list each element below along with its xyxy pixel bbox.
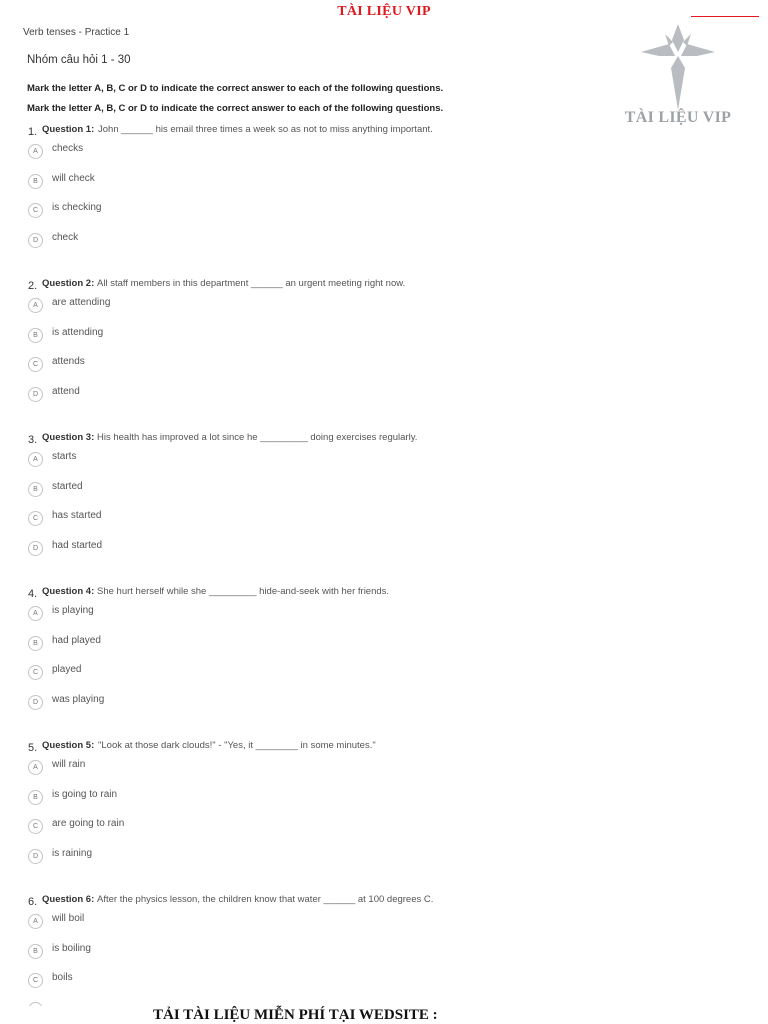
option-letter-badge: A bbox=[28, 914, 43, 929]
option-letter-badge bbox=[28, 1002, 43, 1006]
option-a[interactable] bbox=[28, 604, 708, 634]
option-letter-badge: C bbox=[28, 665, 43, 680]
question-label: Question 4: bbox=[42, 586, 95, 597]
option-text: is going to rain bbox=[52, 788, 118, 800]
question-number: 5. bbox=[28, 742, 38, 754]
question-header bbox=[28, 122, 708, 142]
option-b[interactable] bbox=[28, 480, 708, 510]
question-1 bbox=[28, 122, 708, 261]
options-list bbox=[28, 142, 708, 261]
question-number: 3. bbox=[28, 434, 38, 446]
option-a[interactable] bbox=[28, 912, 708, 942]
question-number: 2. bbox=[28, 280, 38, 292]
option-letter-badge: B bbox=[28, 174, 43, 189]
instruction-2: Mark the letter A, B, C or D to indicate the correct answer to each of the following questions. bbox=[27, 103, 444, 114]
option-letter-badge: B bbox=[28, 482, 43, 497]
option-text: is playing bbox=[52, 605, 94, 616]
option-c[interactable] bbox=[28, 817, 708, 847]
question-header bbox=[28, 430, 708, 450]
option-d[interactable] bbox=[28, 847, 708, 877]
question-3 bbox=[28, 430, 708, 569]
group-title: Nhóm câu hỏi 1 - 30 bbox=[27, 54, 131, 66]
option-c[interactable] bbox=[28, 355, 708, 385]
option-text: are attending bbox=[52, 297, 111, 308]
option-c[interactable] bbox=[28, 201, 708, 231]
question-5 bbox=[28, 738, 708, 877]
options-list bbox=[28, 450, 708, 569]
question-number: 1. bbox=[28, 126, 38, 138]
option-b[interactable] bbox=[28, 172, 708, 202]
option-text: is boiling bbox=[52, 942, 91, 954]
question-text: His health has improved a lot since he _________ doing exercises regularly. bbox=[97, 432, 418, 443]
option-letter-badge: C bbox=[28, 511, 43, 526]
question-label: Question 1: bbox=[42, 124, 95, 135]
options-list bbox=[28, 758, 708, 877]
option-text: has started bbox=[52, 510, 102, 522]
options-list bbox=[28, 912, 708, 1001]
option-c[interactable] bbox=[28, 971, 708, 1001]
option-letter-badge: A bbox=[28, 452, 43, 467]
option-text: played bbox=[52, 664, 82, 676]
option-text: will rain bbox=[52, 759, 86, 770]
question-label: Question 2: bbox=[42, 278, 95, 289]
option-text: checks bbox=[52, 143, 84, 154]
option-letter-badge: A bbox=[28, 606, 43, 621]
question-text: All staff members in this department ______ an urgent meeting right now. bbox=[97, 278, 406, 289]
option-d[interactable] bbox=[28, 385, 708, 415]
question-label: Question 3: bbox=[42, 432, 95, 443]
option-letter-badge: D bbox=[28, 233, 43, 248]
question-number: 4. bbox=[28, 588, 38, 600]
option-d[interactable] bbox=[28, 539, 708, 569]
question-text: She hurt herself while she _________ hide-and-seek with her friends. bbox=[97, 586, 390, 597]
question-label: Question 5: bbox=[42, 740, 95, 751]
option-letter-badge: B bbox=[28, 944, 43, 959]
option-b[interactable] bbox=[28, 326, 708, 356]
option-text: attends bbox=[52, 356, 85, 368]
red-rule bbox=[691, 16, 759, 17]
option-text: had played bbox=[52, 634, 101, 646]
option-letter-badge: A bbox=[28, 760, 43, 775]
options-list bbox=[28, 296, 708, 415]
option-c[interactable] bbox=[28, 509, 708, 539]
question-text: After the physics lesson, the children know that water ______ at 100 degrees C. bbox=[97, 894, 434, 905]
option-text: will check bbox=[52, 172, 95, 184]
option-letter-badge: D bbox=[28, 387, 43, 402]
question-4 bbox=[28, 584, 708, 723]
option-text: had started bbox=[52, 540, 103, 552]
option-b[interactable] bbox=[28, 942, 708, 972]
options-list bbox=[28, 604, 708, 723]
option-letter-badge: A bbox=[28, 298, 43, 313]
option-a[interactable] bbox=[28, 142, 708, 172]
option-d[interactable] bbox=[28, 693, 708, 723]
question-text: "Look at those dark clouds!" - "Yes, it ________ in some minutes." bbox=[98, 740, 376, 751]
top-brand-title: TÀI LIỆU VIP bbox=[337, 4, 431, 19]
option-text: is raining bbox=[52, 848, 93, 860]
footer-download-text: TẢI TÀI LIỆU MIỄN PHÍ TẠI WEDSITE : bbox=[153, 1007, 438, 1023]
option-letter-badge: D bbox=[28, 541, 43, 556]
option-text: was playing bbox=[52, 694, 105, 706]
option-d[interactable] bbox=[28, 231, 708, 261]
option-letter-badge: C bbox=[28, 203, 43, 218]
option-text: are going to rain bbox=[52, 818, 125, 830]
option-text: is checking bbox=[52, 202, 102, 214]
option-letter-badge: B bbox=[28, 636, 43, 651]
question-header bbox=[28, 892, 708, 912]
option-text: is attending bbox=[52, 326, 104, 338]
option-letter-badge: C bbox=[28, 973, 43, 988]
option-text: check bbox=[52, 232, 79, 244]
question-text: John ______ his email three times a week so as not to miss anything important. bbox=[98, 124, 433, 135]
subject-title: Verb tenses - Practice 1 bbox=[23, 27, 130, 38]
option-b[interactable] bbox=[28, 634, 708, 664]
option-a[interactable] bbox=[28, 450, 708, 480]
cutoff-option bbox=[28, 998, 88, 1006]
option-text: attend bbox=[52, 386, 80, 398]
instruction-1: Mark the letter A, B, C or D to indicate the correct answer to each of the following questions. bbox=[27, 83, 444, 94]
question-header bbox=[28, 276, 708, 296]
option-letter-badge: A bbox=[28, 144, 43, 159]
option-text: will boil bbox=[52, 913, 85, 924]
watermark bbox=[608, 22, 748, 132]
option-letter-badge: D bbox=[28, 849, 43, 864]
option-letter-badge: B bbox=[28, 328, 43, 343]
option-text: starts bbox=[52, 451, 77, 462]
option-a[interactable] bbox=[28, 758, 708, 788]
option-c[interactable] bbox=[28, 663, 708, 693]
option-letter-badge: B bbox=[28, 790, 43, 805]
option-letter-badge: D bbox=[28, 695, 43, 710]
question-header bbox=[28, 584, 708, 604]
option-letter-badge: C bbox=[28, 819, 43, 834]
question-number: 6. bbox=[28, 896, 38, 908]
option-b[interactable] bbox=[28, 788, 708, 818]
option-letter-badge: C bbox=[28, 357, 43, 372]
watermark-text: TÀI LIỆU VIP bbox=[624, 109, 732, 126]
option-text: boils bbox=[52, 972, 73, 984]
option-text: started bbox=[52, 480, 83, 492]
question-label: Question 6: bbox=[42, 894, 95, 905]
option-a[interactable] bbox=[28, 296, 708, 326]
question-header bbox=[28, 738, 708, 758]
logo-emblem-icon bbox=[635, 22, 721, 110]
question-6 bbox=[28, 892, 708, 1001]
question-2 bbox=[28, 276, 708, 415]
